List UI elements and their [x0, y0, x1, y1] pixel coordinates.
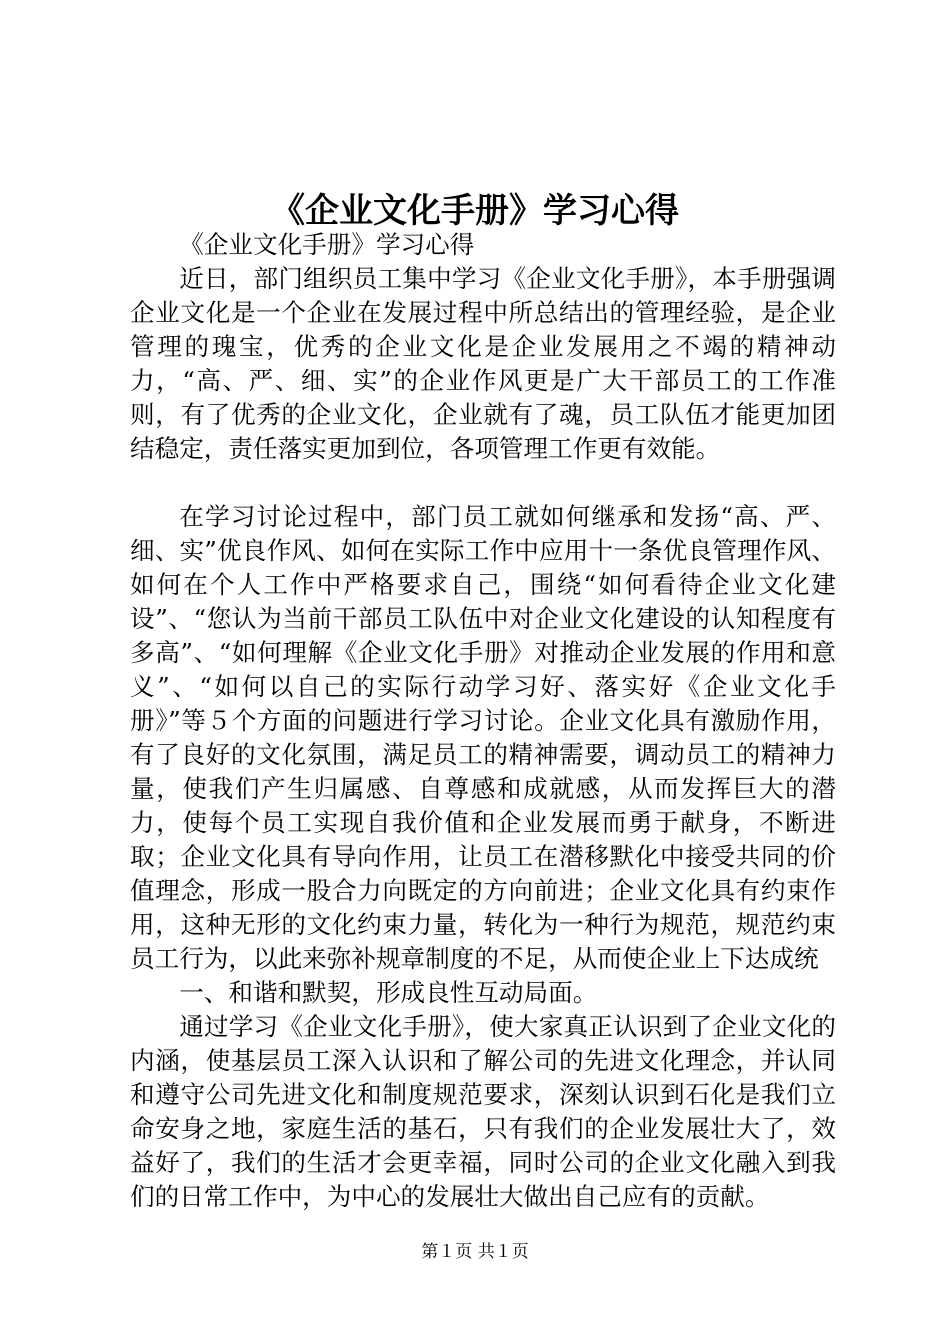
page-number: 第１页 共１页 — [421, 1242, 529, 1262]
intro-paragraph: 近日，部门组织员工集中学习《企业文化手册》，本手册强调企业文化是一个企业在发展过程中所总结出的管理经验，是企业管理的瑰宝，优秀的企业文化是企业发展用之不竭的精神动力，“高、严、细、实”的企业作风更是广大干部员工的工作准则，有了优秀的企业文化，企业就有了魂，员工队伍才能更加团结稳定，责任落实更加到位，各项管理工作更有效能。 — [130, 264, 836, 463]
document-body — [130, 228, 836, 1214]
section-heading: 一、和谐和默契，形成良性互动局面。 — [179, 978, 598, 1007]
subtitle-paragraph: 《企业文化手册》学习心得 — [179, 230, 475, 259]
discussion-paragraph: 在学习讨论过程中，部门员工就如何继承和发扬“高、严、细、实”优良作风、如何在实际工作中应用十一条优良管理作风、如何在个人工作中严格要求自己，围绕“如何看待企业文化建设”、“您认为当前干部员工队伍中对企业文化建设的认知程度有多高”、“如何理解《企业文化手册》对推动企业发展的作用和意义”、“如何以自己的实际行动学习好、落实好《企业文化手册》”等５个方面的问题进行学习讨论。企业文化具有激励作用，有了良好的文化氛围，满足员工的精神需要，调动员工的精神力量，使我们产生归属感、自尊感和成就感，从而发挥巨大的潜力，使每个员工实现自我价值和企业发展而勇于献身，不断进取；企业文化具有导向作用，让员工在潜移默化中接受共同的价值理念，形成一股合力向既定的方向前进；企业文化具有约束作用，这种无形的文化约束力量，转化为一种行为规范，规范约束员工行为，以此来弥补规章制度的不足，从而使企业上下达成统 — [130, 502, 836, 973]
section-paragraph: 通过学习《企业文化手册》，使大家真正认识到了企业文化的内涵，使基层员工深入认识和了解公司的先进文化理念，并认同和遵守公司先进文化和制度规范要求，深刻认识到石化是我们立命安身之地，家庭生活的基石，只有我们的企业发展壮大了，效益好了，我们的生活才会更幸福，同时公司的企业文化融入到我们的日常工作中，为中心的发展壮大做出自己应有的贡献。 — [130, 1012, 836, 1211]
page-title: 《企业文化手册》学习心得 — [271, 191, 679, 231]
